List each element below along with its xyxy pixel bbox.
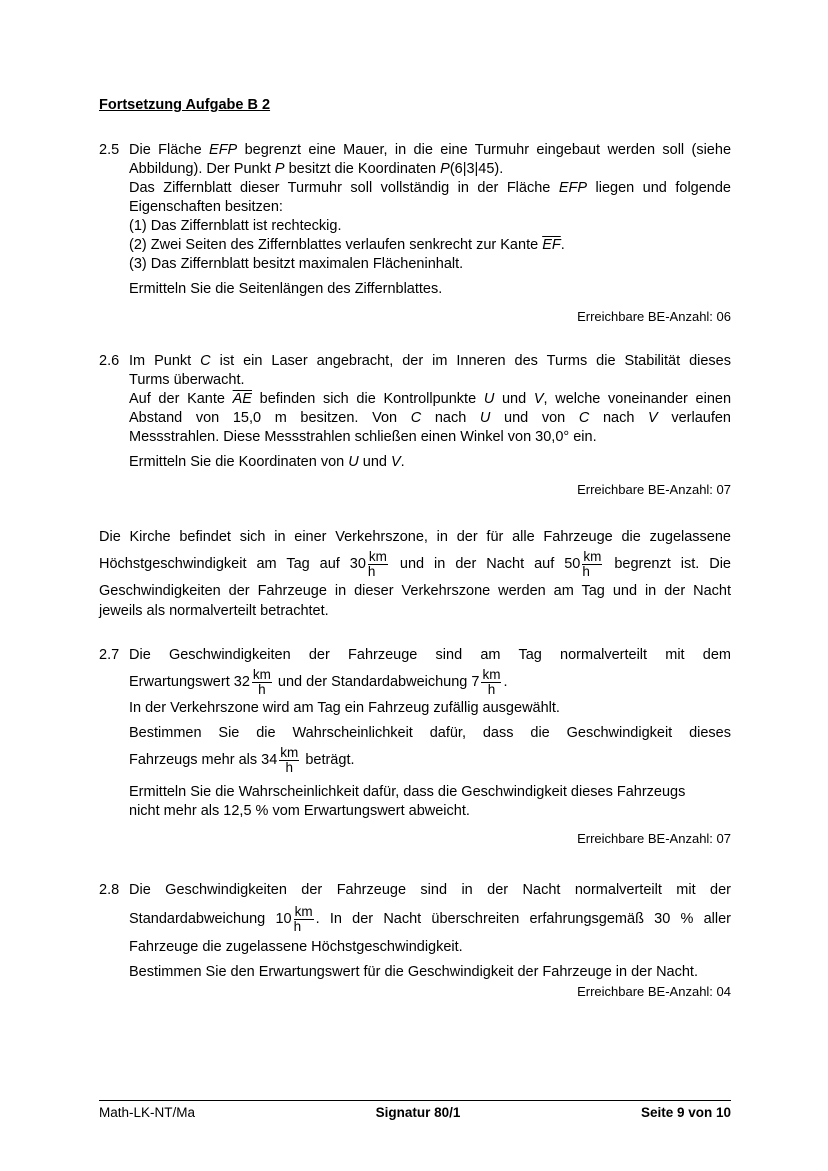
task-instruction: Ermitteln Sie die Seitenlängen des Ziffernblattes. — [129, 281, 443, 297]
task-2-6 — [99, 352, 731, 499]
text-line — [129, 160, 731, 179]
text-line — [129, 352, 731, 371]
text-line — [129, 390, 731, 409]
unit-fraction — [481, 668, 501, 697]
text: ist ein Laser angebracht, der im Inneren des Turms die Stabilität dieses — [210, 353, 731, 369]
math-var: P — [440, 161, 450, 177]
task-2-7 — [99, 646, 731, 848]
math-var: V — [390, 454, 401, 470]
be-count: Erreichbare BE-Anzahl: 07 — [577, 482, 731, 497]
text: und — [358, 454, 391, 470]
footer-course: Math-LK-NT/Ma — [99, 1105, 196, 1120]
text: . — [503, 674, 508, 690]
task-instruction — [129, 453, 731, 472]
text-line: Turms überwacht. — [129, 372, 245, 388]
math-var: V — [533, 391, 544, 407]
frac-num: km — [368, 548, 387, 564]
math-var: EFP — [558, 180, 588, 196]
text: Fahrzeugs mehr als 34 — [129, 752, 278, 768]
frac-den: h — [582, 563, 590, 579]
text: Die Fläche — [129, 142, 210, 158]
task-number: 2.8 — [99, 882, 120, 898]
text: (2) Zwei Seiten des Ziffernblattes verlaufen senkrecht zur Kante — [129, 237, 543, 253]
frac-num: km — [482, 666, 501, 682]
be-count: Erreichbare BE-Anzahl: 06 — [577, 309, 731, 324]
text: begrenzt eine Mauer, in die eine Turmuhr eingebaut werden soll (siehe — [237, 142, 732, 158]
text: und — [494, 391, 534, 407]
list-item: (1) Das Ziffernblatt ist rechteckig. — [129, 218, 342, 234]
text-line — [129, 179, 731, 198]
math-var: U — [348, 454, 359, 470]
unit-fraction — [294, 905, 314, 934]
text-line: Die Kirche befindet sich in einer Verkehrszone, in der für alle Fahrzeuge die zugelassene — [99, 529, 731, 545]
text: begrenzt ist. Die — [604, 556, 731, 572]
math-var: U — [483, 391, 495, 407]
text: Standardabweichung 10 — [129, 911, 292, 927]
unit-fraction — [252, 668, 272, 697]
text: Das Ziffernblatt dieser Turmuhr soll vollständig in der Fläche — [129, 180, 559, 196]
frac-num: km — [583, 548, 602, 564]
text: (6|3|45). — [449, 161, 504, 177]
math-var: C — [578, 410, 590, 426]
text-line: Eigenschaften besitzen: — [129, 199, 283, 215]
text: Höchstgeschwindigkeit am Tag auf 30 — [99, 556, 366, 572]
text: Erwartungswert 32 — [129, 674, 250, 690]
text-line — [129, 141, 731, 160]
task-2-5 — [99, 141, 731, 326]
text: . — [560, 237, 565, 253]
text: Im Punkt — [129, 353, 201, 369]
text-line: Ermitteln Sie die Wahrscheinlichkeit dafür, dass die Geschwindigkeit dieses Fahrzeugs — [129, 784, 686, 800]
text: Abstand von 15,0 m besitzen. Von — [129, 410, 411, 426]
text: beträgt. — [301, 752, 355, 768]
math-var: C — [410, 410, 422, 426]
footer-signature: Signatur 80/1 — [375, 1105, 461, 1120]
text-line — [129, 900, 731, 938]
text: befinden sich die Kontrollpunkte — [251, 391, 484, 407]
text-line: Messstrahlen. Diese Messstrahlen schließen einen Winkel von 30,0° ein. — [129, 429, 597, 445]
footer-page-number: Seite 9 von 10 — [640, 1105, 731, 1120]
text-line: Fahrzeuge die zugelassene Höchstgeschwindigkeit. — [129, 939, 463, 955]
math-var: $\overline{EF}$ — [542, 237, 561, 253]
task-number: 2.6 — [99, 353, 120, 369]
text: Auf der Kante — [129, 391, 233, 407]
text: und von — [490, 410, 579, 426]
text-line: Bestimmen Sie die Wahrscheinlichkeit dafür, dass die Geschwindigkeit dieses — [129, 725, 731, 741]
task-body — [129, 881, 731, 1001]
math-var: U — [479, 410, 491, 426]
text: besitzt die Koordinaten — [284, 161, 441, 177]
frac-den: h — [367, 563, 376, 579]
text: liegen und folgende — [587, 180, 731, 196]
unit-fraction — [582, 550, 602, 579]
text-line: In der Verkehrszone wird am Tag ein Fahrzeug zufällig ausgewählt. — [129, 700, 560, 716]
task-body — [129, 141, 731, 326]
task-number: 2.5 — [99, 142, 120, 158]
context-paragraph — [99, 527, 731, 621]
frac-num: km — [280, 744, 299, 760]
text: und in der Nacht auf 50 — [389, 556, 581, 572]
text: . — [400, 454, 405, 470]
text-line — [99, 547, 731, 581]
frac-den: h — [487, 681, 496, 697]
task-body — [129, 352, 731, 499]
list-item: (3) Das Ziffernblatt besitzt maximalen Flächeninhalt. — [129, 256, 464, 272]
text: Ermitteln Sie die Koordinaten von — [129, 454, 349, 470]
text-line — [129, 743, 731, 777]
frac-den: h — [258, 681, 266, 697]
math-var: $\overline{AE}$ — [232, 391, 252, 407]
frac-num: km — [252, 666, 271, 682]
text-line: jeweils als normalverteilt betrachtet. — [99, 603, 329, 619]
text-line — [129, 665, 731, 699]
page-footer — [99, 1100, 731, 1120]
text: und der Standardabweichung 7 — [273, 674, 480, 690]
task-number: 2.7 — [99, 647, 120, 663]
text-line — [129, 409, 731, 428]
text: , welche voneinander einen — [543, 391, 732, 407]
text: nach — [589, 410, 649, 426]
text: Abbildung). Der Punkt — [129, 161, 275, 177]
text: verlaufen — [657, 410, 731, 426]
text: . In der Nacht überschreiten erfahrungsgemäß 30 % aller — [315, 911, 731, 927]
task-2-8 — [99, 881, 731, 1001]
frac-num: km — [294, 903, 313, 919]
unit-fraction — [279, 746, 299, 775]
math-var: P — [274, 161, 285, 177]
task-body — [129, 646, 731, 848]
math-var: C — [200, 353, 211, 369]
math-var: V — [648, 410, 658, 426]
unit-fraction — [368, 550, 388, 579]
text-line: Die Geschwindigkeiten der Fahrzeuge sind in der Nacht normalverteilt mit der — [129, 882, 731, 898]
text: nach — [421, 410, 480, 426]
text-line: Die Geschwindigkeiten der Fahrzeuge sind am Tag normalverteilt mit dem — [129, 647, 731, 663]
task-instruction: Bestimmen Sie den Erwartungswert für die Geschwindigkeit der Fahrzeuge in der Nacht. — [129, 964, 698, 980]
be-count: Erreichbare BE-Anzahl: 07 — [577, 831, 731, 846]
section-title: Fortsetzung Aufgabe B 2 — [99, 97, 271, 113]
math-var: EFP — [209, 142, 238, 158]
be-count: Erreichbare BE-Anzahl: 04 — [577, 984, 731, 999]
frac-den: h — [293, 918, 302, 934]
frac-den: h — [285, 759, 294, 775]
text-line: Geschwindigkeiten der Fahrzeuge in dieser Verkehrszone werden am Tag und in der Nacht — [99, 583, 731, 599]
text-line: nicht mehr als 12,5 % vom Erwartungswert abweicht. — [129, 803, 470, 819]
list-item — [129, 236, 731, 255]
